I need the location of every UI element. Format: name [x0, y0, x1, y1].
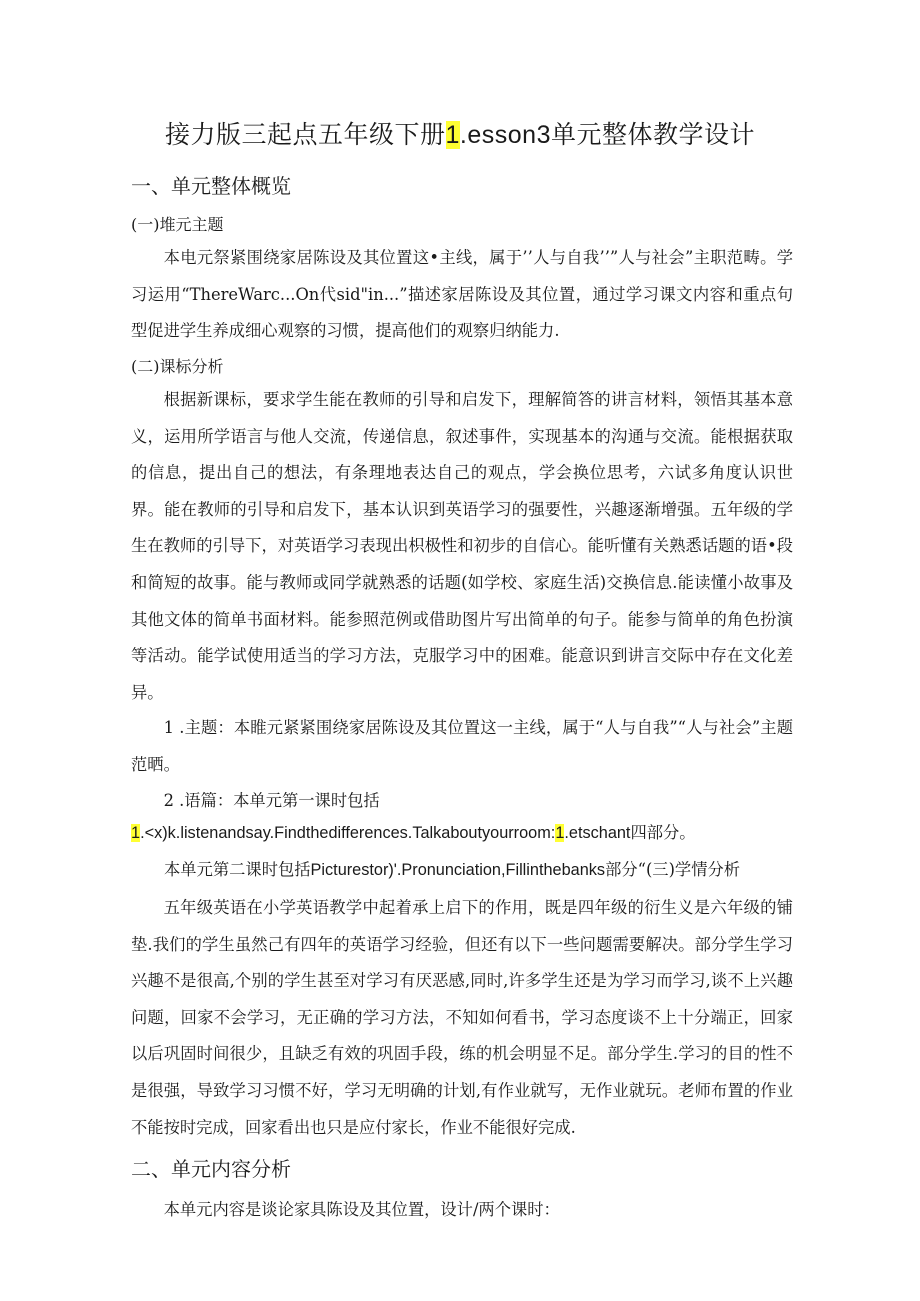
title-suffix-cn: 单元整体教学设计: [550, 120, 755, 149]
lesson-1-chant: .etschant: [564, 824, 631, 842]
lesson-1-parts-cn: 四部分。: [630, 823, 696, 842]
lesson-1-parts-en: .<x)k.listenandsay.Findthedifferences.Talkaboutyourroom:: [140, 824, 556, 842]
title-suffix-en: .esson3: [459, 121, 551, 149]
lesson-1-highlight-1: 1: [131, 824, 141, 842]
section-1-sub-3-paragraph: 五年级英语在小学英语教学中起着承上启下的作用，既是四年级的衍生义是六年级的铺垫.我们的学生虽然己有四年的英语学习经验，但还有以下一些问题需要解决。部分学生学习兴趣不是很高,个别的学生甚至对学习有厌恶感,同时,许多学生还是为学习而学习,谈不上兴趣问题，回家不会学习，无正确的学习方法，不知如何看书，学习态度谈不上十分端正，回家以后巩固时间很少，且缺乏有效的巩固手段，练的机会明显不足。部分学生.学习的目的性不是很强，导致学习习惯不好，学习无明确的计划,有作业就写，无作业就玩。老师布置的作业不能按时完成，回家看出也只是应付家长，作业不能很好完成.: [131, 898, 793, 1137]
lesson-2-prefix: 本单元第二课时包括: [164, 860, 311, 879]
list-item-1: 1 .主题：本睢元紧紧围绕家居陈设及其位置这一主线，属于“人与自我”“人与社会”主题范晒。: [131, 718, 793, 774]
document-title: [60, 118, 860, 152]
section-1-sub-1-heading: (一)堆元主题: [131, 215, 224, 234]
section-1-sub-2-paragraph: 根据新课标，要求学生能在教师的引导和启发下，理解简答的讲言材料，领悟其基本意义，运用所学语言与他人交流，传递信息，叙述事件，实现基本的沟通与交流。能根据获取的信息，提出自己的想法，有条理地表达自己的观点，学会换位思考，六试多角度认识世界。能在教师的引导和启发下，基本认识到英语学习的强要性，兴趣逐渐增强。五年级的学生在教师的引导下，对英语学习表现出枳极性和初步的自信心。能听懂有关熟悉话题的语•段和简短的故事。能与教师或同学就熟悉的话题(如学校、家庭生活)交换信息.能读懂小故事及其他文体的简单书面材料。能参照范例或借助图片写出简单的句子。能参与简单的角色扮演等活动。能学试使用适当的学习方法，克服学习中的困难。能意识到讲言交际中存在文化差异。: [131, 390, 793, 702]
section-1-sub-1-paragraph: 本电元祭紧围绕家居陈设及其位置这•主线，属于’’人与自我’’”人与社会”主职范畴。学习运用“ThereWarc...On代sid"in...”描述家居陈设及其位置，通过学习课文内容和重点句型促进学生养成细心观察的习惯，提高他们的观察归纳能力.: [131, 248, 793, 341]
lesson-1-highlight-2: 1: [555, 824, 565, 842]
section-2-heading: 二、单元内容分析: [131, 1157, 291, 1181]
lesson-2-parts-en: Picturestor)'.Pronunciation,Fillinthebanks: [310, 861, 606, 879]
list-item-2: 2 .语篇：本单元第一课时包括: [163, 791, 380, 810]
section-2-paragraph: 本单元内容是谈论家具陈设及其位置，设计/两个课时：: [163, 1200, 560, 1219]
title-highlight: 1: [445, 121, 460, 149]
lesson-1-parts-line: [131, 820, 696, 846]
section-1-sub-2-heading: (二)课标分析: [131, 357, 224, 376]
lesson-2-suffix: 部分“(三)学情分析: [605, 860, 741, 879]
lesson-2-parts-line: [164, 857, 740, 883]
section-1-heading: 一、单元整体概览: [131, 174, 291, 198]
title-prefix: 接力版三起点五年级下册: [165, 120, 446, 149]
